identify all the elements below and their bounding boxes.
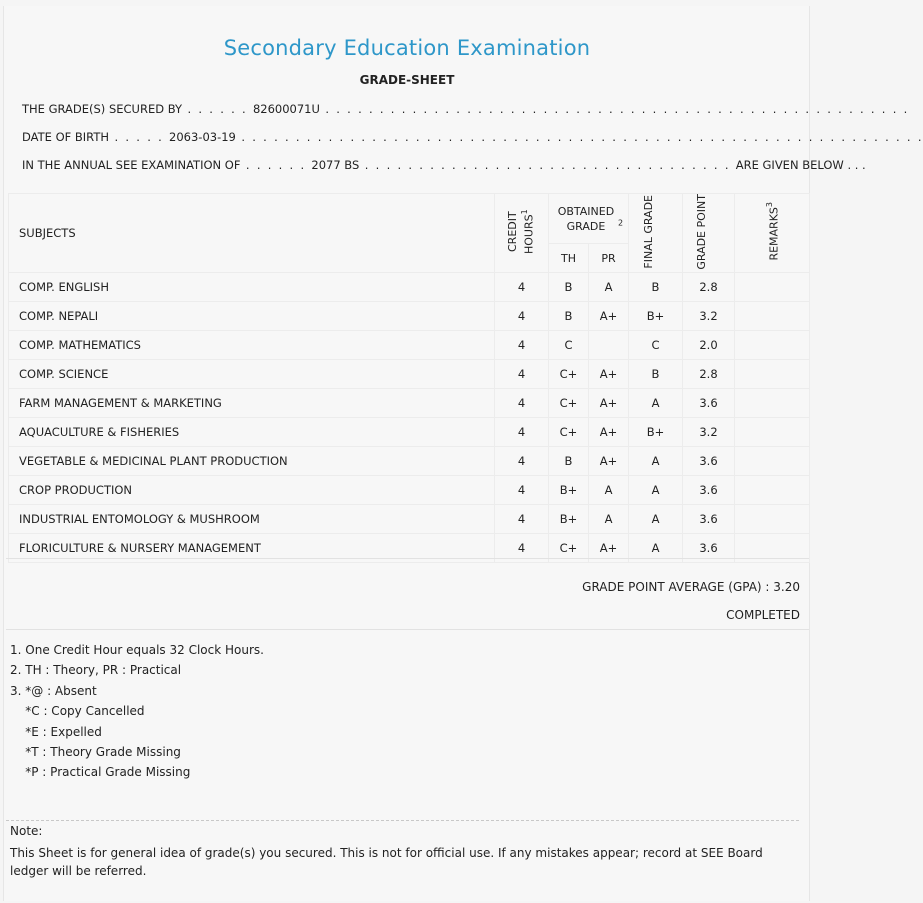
grade-point: 3.2	[683, 302, 735, 331]
header-subjects: SUBJECTS	[9, 194, 495, 273]
credit-hours: 4	[495, 302, 549, 331]
grade-point: 3.6	[683, 447, 735, 476]
final-grade: A	[629, 534, 683, 563]
header-obtained-grade	[549, 194, 629, 244]
table-row	[9, 331, 810, 360]
header-obtained-label: OBTAINED GRADE	[557, 204, 615, 233]
grade-point: 3.2	[683, 418, 735, 447]
theory-grade: B+	[549, 476, 589, 505]
subject-name: AQUACULTURE & FISHERIES	[9, 418, 495, 447]
dot-leader: . . . . . . . . . . . . . . . . . . . . . . . . . . . . . . . . . .	[359, 158, 736, 172]
subject-name: CROP PRODUCTION	[9, 476, 495, 505]
final-grade: A	[629, 389, 683, 418]
credit-hours: 4	[495, 447, 549, 476]
practical-grade: A	[589, 273, 629, 302]
subject-name: COMP. ENGLISH	[9, 273, 495, 302]
header-credit-hours	[495, 194, 549, 273]
credit-hours: 4	[495, 389, 549, 418]
subject-name: VEGETABLE & MEDICINAL PLANT PRODUCTION	[9, 447, 495, 476]
practical-grade: A	[589, 505, 629, 534]
practical-grade: A+	[589, 534, 629, 563]
exam-tail: ARE GIVEN BELOW . . .	[735, 158, 866, 172]
practical-grade: A+	[589, 418, 629, 447]
final-grade: C	[629, 331, 683, 360]
divider	[6, 629, 809, 630]
gpa-value: 3.20	[773, 580, 800, 594]
exam-line	[22, 158, 866, 172]
subject-name: COMP. MATHEMATICS	[9, 331, 495, 360]
dot-leader: . . . . . . . . . . . . . . . . . . . . . . . . . . . . . . . . . . . . . . . . . . . . . . . . . . . . . .	[319, 102, 910, 116]
header-remarks-label: REMARKS	[767, 207, 781, 261]
theory-grade: B	[549, 302, 589, 331]
remarks	[735, 302, 810, 331]
credit-hours: 4	[495, 505, 549, 534]
header-th: TH	[549, 244, 589, 273]
theory-grade: C+	[549, 360, 589, 389]
header-final-grade	[629, 194, 683, 273]
dot-leader: . . . . . .	[182, 102, 253, 116]
grade-point: 2.8	[683, 273, 735, 302]
practical-grade	[589, 331, 629, 360]
legend-item: *C : Copy Cancelled	[10, 704, 145, 719]
legend	[10, 640, 264, 783]
practical-grade: A+	[589, 302, 629, 331]
credit-hours: 4	[495, 273, 549, 302]
remarks	[735, 447, 810, 476]
symbol-number: 82600071U	[252, 102, 320, 116]
table-row	[9, 360, 810, 389]
grade-point: 2.8	[683, 360, 735, 389]
final-grade: B+	[629, 418, 683, 447]
legend-item: *P : Practical Grade Missing	[10, 765, 191, 780]
dashed-divider	[6, 820, 799, 821]
table-row	[9, 505, 810, 534]
final-grade: B	[629, 360, 683, 389]
grade-point: 3.6	[683, 505, 735, 534]
legend-item: *T : Theory Grade Missing	[10, 745, 181, 760]
remarks	[735, 331, 810, 360]
page-subtitle: GRADE-SHEET	[359, 73, 455, 87]
dob-line	[22, 130, 923, 144]
theory-grade: B	[549, 273, 589, 302]
table-row	[9, 302, 810, 331]
theory-grade: C	[549, 331, 589, 360]
legend-item: 2. TH : Theory, PR : Practical	[10, 663, 182, 678]
secured-by-label: THE GRADE(S) SECURED BY	[22, 102, 183, 116]
result-status: COMPLETED	[726, 608, 800, 622]
grade-point: 3.6	[683, 534, 735, 563]
remarks	[735, 360, 810, 389]
header-remarks	[735, 194, 810, 273]
subject-name: FLORICULTURE & NURSERY MANAGEMENT	[9, 534, 495, 563]
dob-label: DATE OF BIRTH	[22, 130, 110, 144]
final-grade: A	[629, 476, 683, 505]
footnote-1: 1	[520, 209, 530, 215]
header-pr: PR	[589, 244, 629, 273]
credit-hours: 4	[495, 534, 549, 563]
remarks	[735, 505, 810, 534]
practical-grade: A+	[589, 389, 629, 418]
final-grade: B	[629, 273, 683, 302]
dot-leader: . . . . . .	[240, 158, 312, 172]
credit-hours: 4	[495, 418, 549, 447]
theory-grade: B+	[549, 505, 589, 534]
subject-name: COMP. SCIENCE	[9, 360, 495, 389]
footnote-3: 3	[764, 202, 774, 208]
gpa-label: GRADE POINT AVERAGE (GPA) :	[582, 580, 770, 594]
grade-point: 3.6	[683, 389, 735, 418]
table-row	[9, 476, 810, 505]
dot-leader: . . . . . . . . . . . . . . . . . . . . . . . . . . . . . . . . . . . . . . . . . . . . . . . . . . . . . . . . . . . . . . .	[235, 130, 923, 144]
table-row	[9, 389, 810, 418]
note-body: This Sheet is for general idea of grade(s) you secured. This is not for official use. If any mistakes appear; record at SEE Board ledger will be referred.	[10, 846, 763, 878]
table-row	[9, 418, 810, 447]
credit-hours: 4	[495, 331, 549, 360]
credit-hours: 4	[495, 476, 549, 505]
remarks	[735, 273, 810, 302]
page-title: Secondary Education Examination	[223, 36, 591, 60]
dot-leader: . . . . .	[109, 130, 170, 144]
table-row	[9, 447, 810, 476]
header-grade-point	[683, 194, 735, 273]
note-title: Note:	[10, 824, 43, 838]
remarks	[735, 418, 810, 447]
practical-grade: A	[589, 476, 629, 505]
theory-grade: B	[549, 447, 589, 476]
divider	[6, 558, 809, 559]
grade-point: 3.6	[683, 476, 735, 505]
remarks	[735, 476, 810, 505]
header-final-label: FINAL GRADE	[641, 194, 655, 269]
footnote-2: 2	[617, 217, 624, 227]
exam-label: IN THE ANNUAL SEE EXAMINATION OF	[22, 158, 241, 172]
practical-grade: A+	[589, 447, 629, 476]
header-credit-label: CREDIT HOURS	[506, 211, 536, 254]
practical-grade: A+	[589, 360, 629, 389]
final-grade: A	[629, 447, 683, 476]
secured-by-line	[22, 102, 909, 116]
legend-item: *E : Expelled	[10, 724, 102, 739]
subject-name: INDUSTRIAL ENTOMOLOGY & MUSHROOM	[9, 505, 495, 534]
date-of-birth: 2063-03-19	[169, 130, 236, 144]
legend-item: 1. One Credit Hour equals 32 Clock Hours.	[10, 643, 264, 657]
table-row	[9, 273, 810, 302]
subject-name: COMP. NEPALI	[9, 302, 495, 331]
grade-point: 2.0	[683, 331, 735, 360]
final-grade: A	[629, 505, 683, 534]
header-point-label: GRADE POINT	[694, 193, 708, 270]
theory-grade: C+	[549, 534, 589, 563]
final-grade: B+	[629, 302, 683, 331]
credit-hours: 4	[495, 360, 549, 389]
legend-item: 3. *@ : Absent	[10, 683, 97, 698]
remarks	[735, 389, 810, 418]
gpa-line	[582, 580, 800, 594]
subject-name: FARM MANAGEMENT & MARKETING	[9, 389, 495, 418]
exam-year: 2077 BS	[311, 158, 360, 172]
grades-table	[8, 193, 810, 563]
theory-grade: C+	[549, 418, 589, 447]
theory-grade: C+	[549, 389, 589, 418]
